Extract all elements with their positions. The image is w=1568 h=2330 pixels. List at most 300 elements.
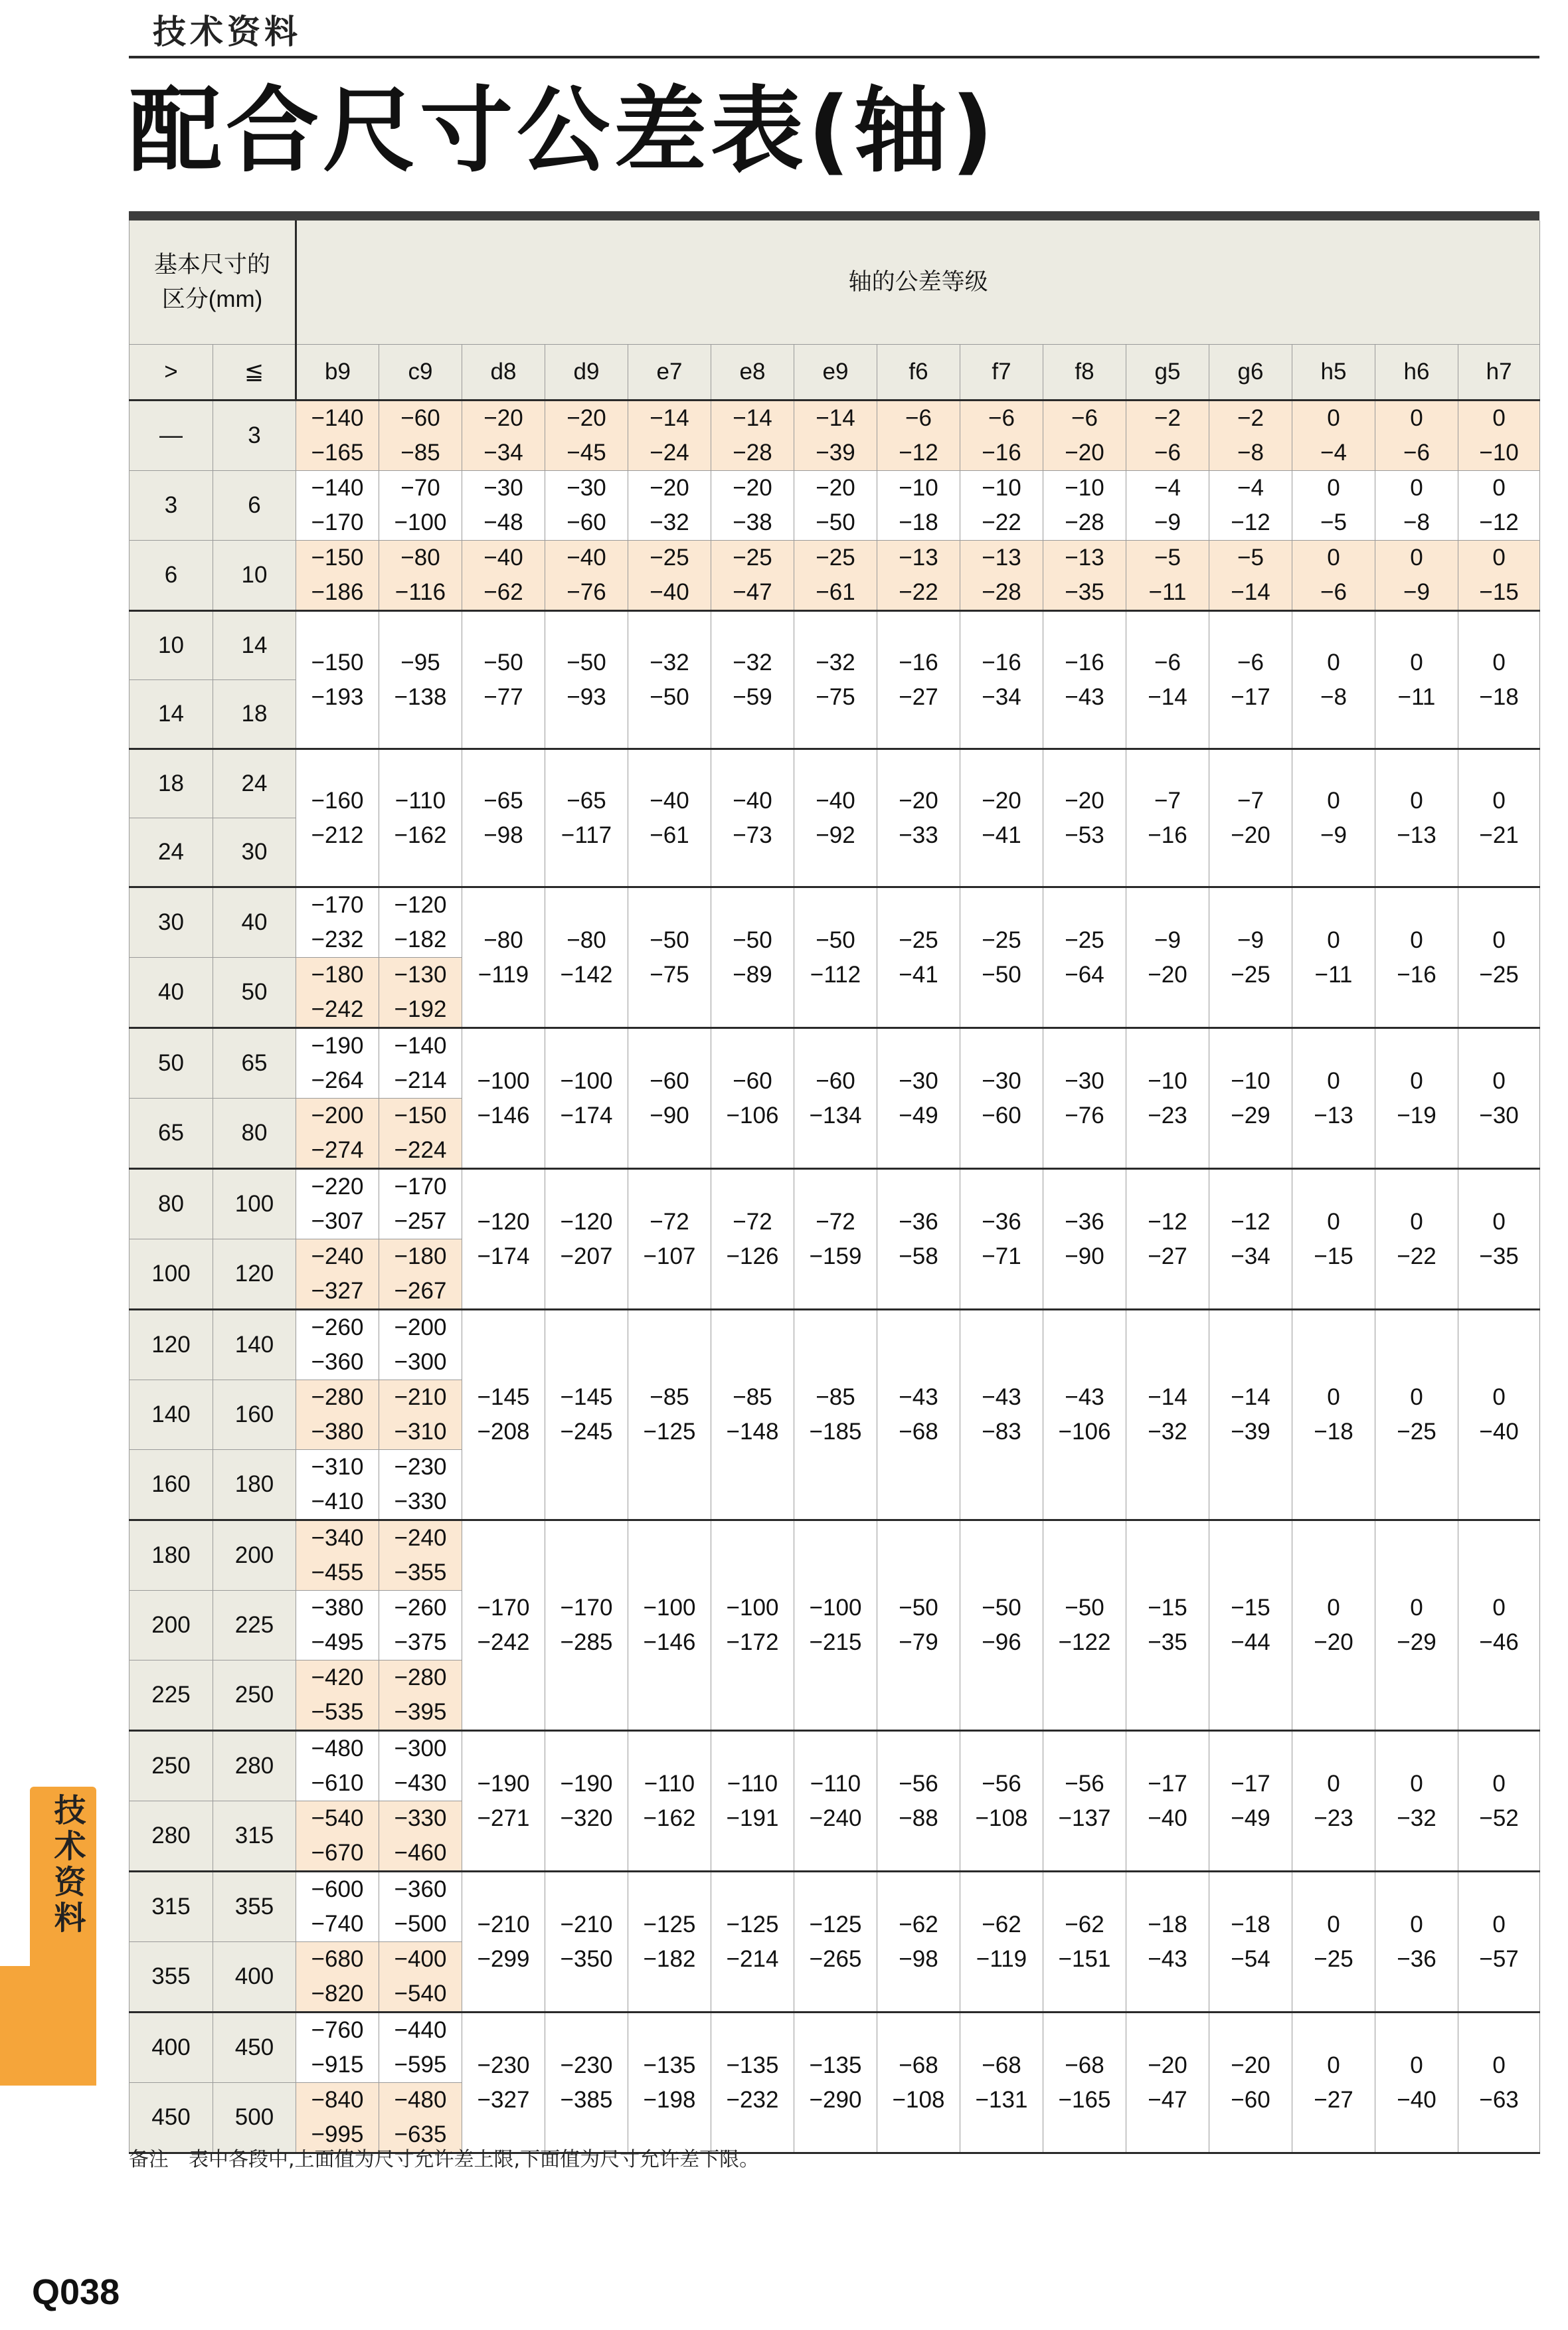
value-h7: 0 −21 <box>1458 749 1540 887</box>
value-h5: 0 −4 <box>1292 401 1375 471</box>
value-d9: −40 −76 <box>545 541 628 611</box>
value-c9: −280 −395 <box>379 1660 462 1731</box>
value-c9: −230 −330 <box>379 1450 462 1520</box>
value-f7: −10 −22 <box>960 471 1043 541</box>
value-b9: −310 −410 <box>296 1450 379 1520</box>
value-e9: −40 −92 <box>794 749 877 887</box>
value-h6: 0 −22 <box>1375 1169 1458 1310</box>
grade-header: 轴的公差等级 <box>296 221 1540 345</box>
value-c9: −80 −116 <box>379 541 462 611</box>
value-b9: −160 −212 <box>296 749 379 887</box>
value-c9: −170 −257 <box>379 1169 462 1239</box>
size-to: 50 <box>213 958 296 1028</box>
value-h5: 0 −13 <box>1292 1028 1375 1169</box>
table-row <box>130 1028 1540 1099</box>
value-h5: 0 −5 <box>1292 471 1375 541</box>
value-h5: 0 −11 <box>1292 887 1375 1028</box>
value-e7: −125 −182 <box>628 1872 711 2013</box>
value-d8: −100 −146 <box>462 1028 545 1169</box>
value-e7: −100 −146 <box>628 1520 711 1731</box>
value-d9: −230 −385 <box>545 2013 628 2153</box>
value-f8: −50 −122 <box>1043 1520 1126 1731</box>
value-h6: 0 −25 <box>1375 1310 1458 1520</box>
value-g5: −14 −32 <box>1126 1310 1209 1520</box>
value-g5: −7 −16 <box>1126 749 1209 887</box>
value-h6: 0 −32 <box>1375 1731 1458 1872</box>
value-h7: 0 −57 <box>1458 1872 1540 2013</box>
value-b9: −220 −307 <box>296 1169 379 1239</box>
value-d9: −190 −320 <box>545 1731 628 1872</box>
size-to: 200 <box>213 1520 296 1591</box>
col-header-d9: d9 <box>545 345 628 401</box>
size-from: 24 <box>130 818 213 887</box>
value-g6: −4 −12 <box>1209 471 1292 541</box>
value-b9: −480 −610 <box>296 1731 379 1801</box>
value-e7: −32 −50 <box>628 611 711 749</box>
value-f6: −56 −88 <box>877 1731 960 1872</box>
value-c9: −360 −500 <box>379 1872 462 1942</box>
value-e7: −85 −125 <box>628 1310 711 1520</box>
value-g6: −18 −54 <box>1209 1872 1292 2013</box>
value-c9: −150 −224 <box>379 1099 462 1169</box>
value-h6: 0 −19 <box>1375 1028 1458 1169</box>
value-g6: −20 −60 <box>1209 2013 1292 2153</box>
size-to: 120 <box>213 1239 296 1310</box>
size-to: 160 <box>213 1380 296 1450</box>
size-from: 200 <box>130 1591 213 1660</box>
col-header-b9: b9 <box>296 345 379 401</box>
size-from: 180 <box>130 1520 213 1591</box>
value-d9: −170 −285 <box>545 1520 628 1731</box>
value-e7: −25 −40 <box>628 541 711 611</box>
value-g5: −10 −23 <box>1126 1028 1209 1169</box>
value-c9: −480 −635 <box>379 2083 462 2153</box>
side-tab-label: 技术资料 <box>48 1793 86 1937</box>
value-c9: −300 −430 <box>379 1731 462 1801</box>
value-g5: −15 −35 <box>1126 1520 1209 1731</box>
value-c9: −60 −85 <box>379 401 462 471</box>
value-h5: 0 −6 <box>1292 541 1375 611</box>
size-to: 40 <box>213 887 296 958</box>
footnote: 备注 表中各段中,上面值为尺寸允许差上限,下面值为尺寸允许差下限。 <box>129 2148 760 2171</box>
value-h7: 0 −18 <box>1458 611 1540 749</box>
value-g6: −17 −49 <box>1209 1731 1292 1872</box>
value-f6: −68 −108 <box>877 2013 960 2153</box>
value-e7: −50 −75 <box>628 887 711 1028</box>
size-from: 120 <box>130 1310 213 1380</box>
value-h7: 0 −40 <box>1458 1310 1540 1520</box>
value-g6: −2 −8 <box>1209 401 1292 471</box>
value-f8: −25 −64 <box>1043 887 1126 1028</box>
value-c9: −200 −300 <box>379 1310 462 1380</box>
size-to: 450 <box>213 2013 296 2083</box>
value-f7: −43 −83 <box>960 1310 1043 1520</box>
size-to: 14 <box>213 611 296 680</box>
value-g6: −15 −44 <box>1209 1520 1292 1731</box>
value-b9: −380 −495 <box>296 1591 379 1660</box>
value-d8: −145 −208 <box>462 1310 545 1520</box>
value-h5: 0 −9 <box>1292 749 1375 887</box>
value-g6: −7 −20 <box>1209 749 1292 887</box>
value-h5: 0 −25 <box>1292 1872 1375 2013</box>
value-h7: 0 −52 <box>1458 1731 1540 1872</box>
value-d8: −170 −242 <box>462 1520 545 1731</box>
value-e9: −60 −134 <box>794 1028 877 1169</box>
value-h5: 0 −23 <box>1292 1731 1375 1872</box>
value-c9: −330 −460 <box>379 1801 462 1872</box>
size-from: 30 <box>130 887 213 958</box>
col-header-c9: c9 <box>379 345 462 401</box>
table-row <box>130 541 1540 611</box>
value-b9: −140 −170 <box>296 471 379 541</box>
size-to: 355 <box>213 1872 296 1942</box>
value-f8: −20 −53 <box>1043 749 1126 887</box>
value-c9: −240 −355 <box>379 1520 462 1591</box>
value-f6: −16 −27 <box>877 611 960 749</box>
value-g5: −17 −40 <box>1126 1731 1209 1872</box>
value-d8: −30 −48 <box>462 471 545 541</box>
col-header-f7: f7 <box>960 345 1043 401</box>
col-header-f6: f6 <box>877 345 960 401</box>
value-e9: −20 −50 <box>794 471 877 541</box>
table-row <box>130 2013 1540 2083</box>
value-d8: −120 −174 <box>462 1169 545 1310</box>
value-e7: −14 −24 <box>628 401 711 471</box>
value-b9: −190 −264 <box>296 1028 379 1099</box>
value-d8: −50 −77 <box>462 611 545 749</box>
size-from: 18 <box>130 749 213 818</box>
size-from: 100 <box>130 1239 213 1310</box>
size-from: 450 <box>130 2083 213 2153</box>
col-header-e9: e9 <box>794 345 877 401</box>
value-e8: −72 −126 <box>711 1169 794 1310</box>
value-b9: −280 −380 <box>296 1380 379 1450</box>
value-c9: −400 −540 <box>379 1942 462 2013</box>
side-tab-base <box>0 1966 96 2086</box>
value-g5: −2 −6 <box>1126 401 1209 471</box>
size-to: 280 <box>213 1731 296 1801</box>
value-f6: −50 −79 <box>877 1520 960 1731</box>
value-d8: −40 −62 <box>462 541 545 611</box>
size-to: 18 <box>213 680 296 749</box>
value-e7: −60 −90 <box>628 1028 711 1169</box>
value-e8: −125 −214 <box>711 1872 794 2013</box>
size-from: 50 <box>130 1028 213 1099</box>
value-e8: −40 −73 <box>711 749 794 887</box>
value-b9: −680 −820 <box>296 1942 379 2013</box>
value-h7: 0 −63 <box>1458 2013 1540 2153</box>
value-f7: −20 −41 <box>960 749 1043 887</box>
value-h7: 0 −30 <box>1458 1028 1540 1169</box>
size-from: 10 <box>130 611 213 680</box>
value-f7: −62 −119 <box>960 1872 1043 2013</box>
value-f6: −10 −18 <box>877 471 960 541</box>
value-g6: −10 −29 <box>1209 1028 1292 1169</box>
col-header-g6: g6 <box>1209 345 1292 401</box>
value-d8: −65 −98 <box>462 749 545 887</box>
le-symbol: ≦ <box>213 345 296 401</box>
value-e8: −100 −172 <box>711 1520 794 1731</box>
value-h7: 0 −10 <box>1458 401 1540 471</box>
value-h6: 0 −40 <box>1375 2013 1458 2153</box>
value-f6: −6 −12 <box>877 401 960 471</box>
value-e8: −20 −38 <box>711 471 794 541</box>
size-to: 250 <box>213 1660 296 1731</box>
value-b9: −150 −186 <box>296 541 379 611</box>
size-from: 6 <box>130 541 213 611</box>
value-c9: −440 −595 <box>379 2013 462 2083</box>
value-f8: −10 −28 <box>1043 471 1126 541</box>
size-from: 14 <box>130 680 213 749</box>
value-f8: −13 −35 <box>1043 541 1126 611</box>
size-from: 400 <box>130 2013 213 2083</box>
section-label: 技术资料 <box>153 13 302 51</box>
value-h7: 0 −46 <box>1458 1520 1540 1731</box>
value-e8: −25 −47 <box>711 541 794 611</box>
size-from: 80 <box>130 1169 213 1239</box>
value-f8: −56 −137 <box>1043 1731 1126 1872</box>
value-e8: −85 −148 <box>711 1310 794 1520</box>
value-e9: −100 −215 <box>794 1520 877 1731</box>
value-f7: −6 −16 <box>960 401 1043 471</box>
value-g5: −9 −20 <box>1126 887 1209 1028</box>
value-c9: −120 −182 <box>379 887 462 958</box>
value-f7: −68 −131 <box>960 2013 1043 2153</box>
value-f7: −36 −71 <box>960 1169 1043 1310</box>
value-h5: 0 −20 <box>1292 1520 1375 1731</box>
col-header-h6: h6 <box>1375 345 1458 401</box>
size-to: 400 <box>213 1942 296 2013</box>
size-to: 80 <box>213 1099 296 1169</box>
table-row <box>130 1872 1540 1942</box>
value-c9: −140 −214 <box>379 1028 462 1099</box>
value-f8: −43 −106 <box>1043 1310 1126 1520</box>
size-to: 6 <box>213 471 296 541</box>
value-e7: −40 −61 <box>628 749 711 887</box>
value-e9: −135 −290 <box>794 2013 877 2153</box>
value-e9: −110 −240 <box>794 1731 877 1872</box>
value-b9: −540 −670 <box>296 1801 379 1872</box>
size-from: 65 <box>130 1099 213 1169</box>
col-header-g5: g5 <box>1126 345 1209 401</box>
value-e8: −32 −59 <box>711 611 794 749</box>
size-to: 24 <box>213 749 296 818</box>
value-f8: −62 −151 <box>1043 1872 1126 2013</box>
value-h5: 0 −18 <box>1292 1310 1375 1520</box>
value-h6: 0 −11 <box>1375 611 1458 749</box>
value-g5: −20 −47 <box>1126 2013 1209 2153</box>
value-h5: 0 −15 <box>1292 1169 1375 1310</box>
size-from: 160 <box>130 1450 213 1520</box>
value-f7: −25 −50 <box>960 887 1043 1028</box>
value-b9: −140 −165 <box>296 401 379 471</box>
value-g5: −5 −11 <box>1126 541 1209 611</box>
value-b9: −420 −535 <box>296 1660 379 1731</box>
col-header-e7: e7 <box>628 345 711 401</box>
value-e7: −135 −198 <box>628 2013 711 2153</box>
value-f6: −36 −58 <box>877 1169 960 1310</box>
value-f6: −30 −49 <box>877 1028 960 1169</box>
value-d8: −20 −34 <box>462 401 545 471</box>
table-row <box>130 471 1540 541</box>
value-f6: −43 −68 <box>877 1310 960 1520</box>
value-e8: −110 −191 <box>711 1731 794 1872</box>
size-from: — <box>130 401 213 471</box>
value-h6: 0 −6 <box>1375 401 1458 471</box>
value-g6: −12 −34 <box>1209 1169 1292 1310</box>
value-b9: −260 −360 <box>296 1310 379 1380</box>
value-e9: −14 −39 <box>794 401 877 471</box>
value-h6: 0 −9 <box>1375 541 1458 611</box>
value-e9: −72 −159 <box>794 1169 877 1310</box>
value-f7: −13 −28 <box>960 541 1043 611</box>
value-f6: −20 −33 <box>877 749 960 887</box>
value-b9: −340 −455 <box>296 1520 379 1591</box>
page-title: 配合尺寸公差表(轴) <box>129 77 998 185</box>
value-e9: −125 −265 <box>794 1872 877 2013</box>
col-header-h5: h5 <box>1292 345 1375 401</box>
value-h7: 0 −25 <box>1458 887 1540 1028</box>
value-e8: −60 −106 <box>711 1028 794 1169</box>
value-d9: −65 −117 <box>545 749 628 887</box>
size-range-header: 基本尺寸的 区分(mm) <box>130 221 296 345</box>
value-g6: −14 −39 <box>1209 1310 1292 1520</box>
value-b9: −760 −915 <box>296 2013 379 2083</box>
value-d9: −210 −350 <box>545 1872 628 2013</box>
size-to: 30 <box>213 818 296 887</box>
col-header-f8: f8 <box>1043 345 1126 401</box>
value-d9: −20 −45 <box>545 401 628 471</box>
value-e8: −135 −232 <box>711 2013 794 2153</box>
size-from: 225 <box>130 1660 213 1731</box>
value-e7: −110 −162 <box>628 1731 711 1872</box>
value-h6: 0 −36 <box>1375 1872 1458 2013</box>
value-e8: −50 −89 <box>711 887 794 1028</box>
value-f7: −56 −108 <box>960 1731 1043 1872</box>
size-to: 180 <box>213 1450 296 1520</box>
size-from: 3 <box>130 471 213 541</box>
title-bar <box>129 211 1539 221</box>
value-f8: −6 −20 <box>1043 401 1126 471</box>
value-e9: −50 −112 <box>794 887 877 1028</box>
value-d9: −100 −174 <box>545 1028 628 1169</box>
size-to: 100 <box>213 1169 296 1239</box>
table-row <box>130 1520 1540 1591</box>
value-e7: −20 −32 <box>628 471 711 541</box>
value-b9: −170 −232 <box>296 887 379 958</box>
value-b9: −180 −242 <box>296 958 379 1028</box>
value-d9: −120 −207 <box>545 1169 628 1310</box>
value-h7: 0 −15 <box>1458 541 1540 611</box>
value-f8: −36 −90 <box>1043 1169 1126 1310</box>
table-row <box>130 611 1540 680</box>
table-row <box>130 1731 1540 1801</box>
value-d9: −50 −93 <box>545 611 628 749</box>
value-b9: −840 −995 <box>296 2083 379 2153</box>
col-header-e8: e8 <box>711 345 794 401</box>
value-c9: −95 −138 <box>379 611 462 749</box>
gt-symbol: > <box>130 345 213 401</box>
value-f7: −50 −96 <box>960 1520 1043 1731</box>
table-row <box>130 401 1540 471</box>
value-c9: −110 −162 <box>379 749 462 887</box>
value-c9: −180 −267 <box>379 1239 462 1310</box>
value-g5: −12 −27 <box>1126 1169 1209 1310</box>
size-to: 225 <box>213 1591 296 1660</box>
size-to: 65 <box>213 1028 296 1099</box>
value-b9: −240 −327 <box>296 1239 379 1310</box>
size-from: 250 <box>130 1731 213 1801</box>
value-g6: −6 −17 <box>1209 611 1292 749</box>
value-f8: −68 −165 <box>1043 2013 1126 2153</box>
value-f6: −25 −41 <box>877 887 960 1028</box>
size-from: 140 <box>130 1380 213 1450</box>
table-row <box>130 1169 1540 1239</box>
value-h5: 0 −8 <box>1292 611 1375 749</box>
value-f6: −13 −22 <box>877 541 960 611</box>
table-row <box>130 749 1540 818</box>
value-f8: −30 −76 <box>1043 1028 1126 1169</box>
value-c9: −210 −310 <box>379 1380 462 1450</box>
value-g5: −4 −9 <box>1126 471 1209 541</box>
value-d8: −210 −299 <box>462 1872 545 2013</box>
size-from: 280 <box>130 1801 213 1872</box>
value-d9: −145 −245 <box>545 1310 628 1520</box>
value-e8: −14 −28 <box>711 401 794 471</box>
value-d9: −30 −60 <box>545 471 628 541</box>
size-to: 140 <box>213 1310 296 1380</box>
value-e7: −72 −107 <box>628 1169 711 1310</box>
value-d8: −80 −119 <box>462 887 545 1028</box>
value-h6: 0 −8 <box>1375 471 1458 541</box>
value-c9: −260 −375 <box>379 1591 462 1660</box>
size-to: 315 <box>213 1801 296 1872</box>
value-e9: −25 −61 <box>794 541 877 611</box>
size-to: 3 <box>213 401 296 471</box>
size-from: 315 <box>130 1872 213 1942</box>
value-g5: −18 −43 <box>1126 1872 1209 2013</box>
size-from: 40 <box>130 958 213 1028</box>
value-h6: 0 −16 <box>1375 887 1458 1028</box>
table-row <box>130 887 1540 958</box>
page-number: Q038 <box>32 2272 120 2312</box>
value-b9: −150 −193 <box>296 611 379 749</box>
value-b9: −200 −274 <box>296 1099 379 1169</box>
value-f7: −16 −34 <box>960 611 1043 749</box>
size-to: 500 <box>213 2083 296 2153</box>
value-h6: 0 −13 <box>1375 749 1458 887</box>
value-e9: −85 −185 <box>794 1310 877 1520</box>
size-to: 10 <box>213 541 296 611</box>
value-c9: −130 −192 <box>379 958 462 1028</box>
value-f6: −62 −98 <box>877 1872 960 2013</box>
value-b9: −600 −740 <box>296 1872 379 1942</box>
value-h7: 0 −35 <box>1458 1169 1540 1310</box>
value-d9: −80 −142 <box>545 887 628 1028</box>
value-h7: 0 −12 <box>1458 471 1540 541</box>
value-g6: −9 −25 <box>1209 887 1292 1028</box>
value-d8: −190 −271 <box>462 1731 545 1872</box>
col-header-h7: h7 <box>1458 345 1540 401</box>
value-c9: −70 −100 <box>379 471 462 541</box>
table-row <box>130 1310 1540 1380</box>
size-from: 355 <box>130 1942 213 2013</box>
tolerance-table <box>129 221 1540 2154</box>
value-d8: −230 −327 <box>462 2013 545 2153</box>
value-f7: −30 −60 <box>960 1028 1043 1169</box>
header-rule <box>129 56 1539 58</box>
value-e9: −32 −75 <box>794 611 877 749</box>
